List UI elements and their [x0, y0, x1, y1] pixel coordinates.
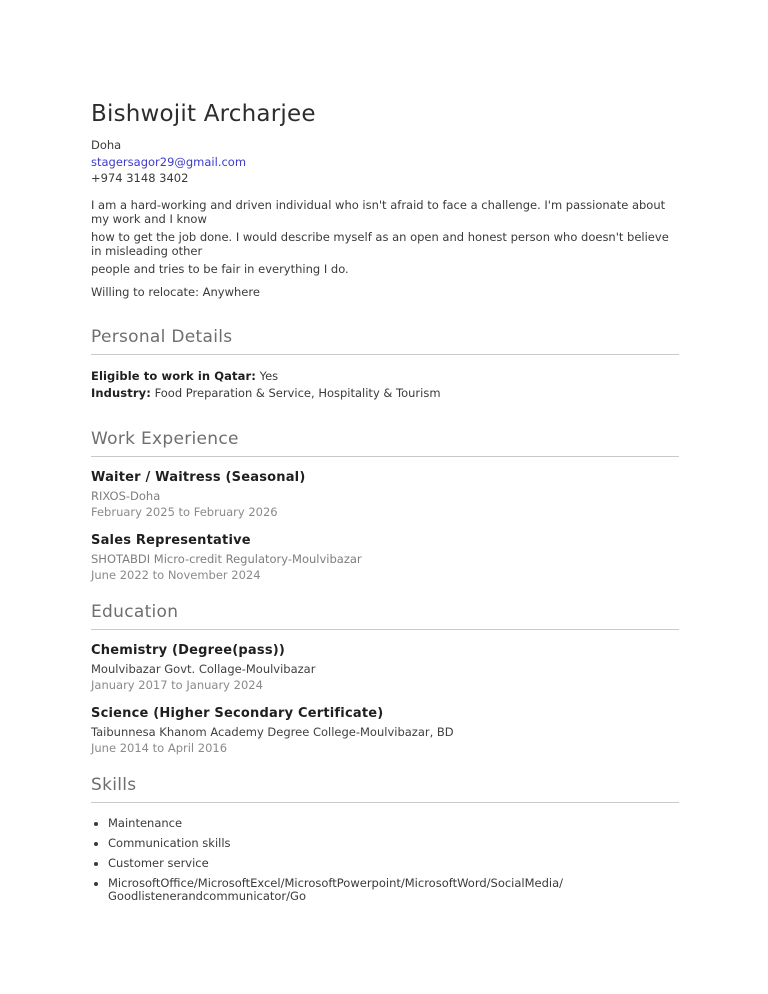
field-value: Yes — [259, 368, 279, 383]
section-divider — [91, 629, 679, 630]
job-entry — [91, 532, 679, 583]
section-work-experience — [91, 428, 679, 583]
resume-document — [91, 0, 679, 910]
job-dates: June 2022 to November 2024 — [91, 567, 261, 582]
section-divider — [91, 456, 679, 457]
education-entry — [91, 642, 679, 693]
detail-field-industry — [91, 385, 679, 402]
candidate-name: Bishwojit Archarjee — [91, 101, 316, 127]
section-personal-details — [91, 326, 679, 402]
skills-list — [91, 817, 679, 904]
section-skills — [91, 774, 679, 904]
degree-title: Science (Higher Secondary Certificate) — [91, 705, 384, 721]
section-title: Skills — [91, 774, 137, 795]
section-divider — [91, 802, 679, 803]
email-link[interactable]: stagersagor29@gmail.com — [91, 154, 247, 169]
skill-item: • MicrosoftOffice/MicrosoftExcel/MicrosoftPowerpoint/MicrosoftWord/SocialMedia/ Goodlistenerandcommunicator/Go — [108, 877, 608, 904]
section-divider — [91, 354, 679, 355]
location-text: Doha — [91, 138, 122, 152]
education-entry — [91, 705, 679, 756]
job-company: RIXOS-Doha — [91, 488, 161, 503]
summary-paragraph: how to get the job done. I would describe myself as an open and honest person who doesn't believe in misleading other — [91, 229, 669, 258]
summary-paragraph: I am a hard-working and driven individual who isn't afraid to face a challenge. I'm passionate about my work and I know — [91, 197, 666, 226]
school-name: Taibunnesa Khanom Academy Degree College-Moulvibazar, BD — [91, 724, 454, 739]
section-title: Education — [91, 601, 179, 622]
field-value: Food Preparation & Service, Hospitality & Tourism — [154, 385, 441, 400]
job-company: SHOTABDI Micro-credit Regulatory-Moulvibazar — [91, 551, 362, 566]
skill-item: • Customer service — [108, 857, 608, 871]
degree-title: Chemistry (Degree(pass)) — [91, 642, 286, 658]
summary-paragraph: people and tries to be fair in everything I do. — [91, 261, 349, 276]
detail-field-eligibility — [91, 368, 679, 385]
school-name: Moulvibazar Govt. Collage-Moulvibazar — [91, 661, 316, 676]
section-title: Personal Details — [91, 326, 233, 347]
summary-block — [91, 198, 679, 276]
education-dates: June 2014 to April 2016 — [91, 740, 228, 755]
job-dates: February 2025 to February 2026 — [91, 504, 278, 519]
skill-item: • Communication skills — [108, 837, 608, 851]
skill-item: • Maintenance — [108, 817, 608, 831]
field-label: Industry: — [91, 385, 151, 400]
job-title: Sales Representative — [91, 532, 251, 548]
phone-number: +974 3148 3402 — [91, 171, 189, 185]
contact-block — [91, 137, 679, 187]
section-title: Work Experience — [91, 428, 239, 449]
job-entry — [91, 469, 679, 520]
relocation-text: Willing to relocate: Anywhere — [91, 284, 260, 299]
job-title: Waiter / Waitress (Seasonal) — [91, 469, 306, 485]
field-label: Eligible to work in Qatar: — [91, 368, 256, 383]
education-dates: January 2017 to January 2024 — [91, 677, 263, 692]
section-education — [91, 601, 679, 756]
